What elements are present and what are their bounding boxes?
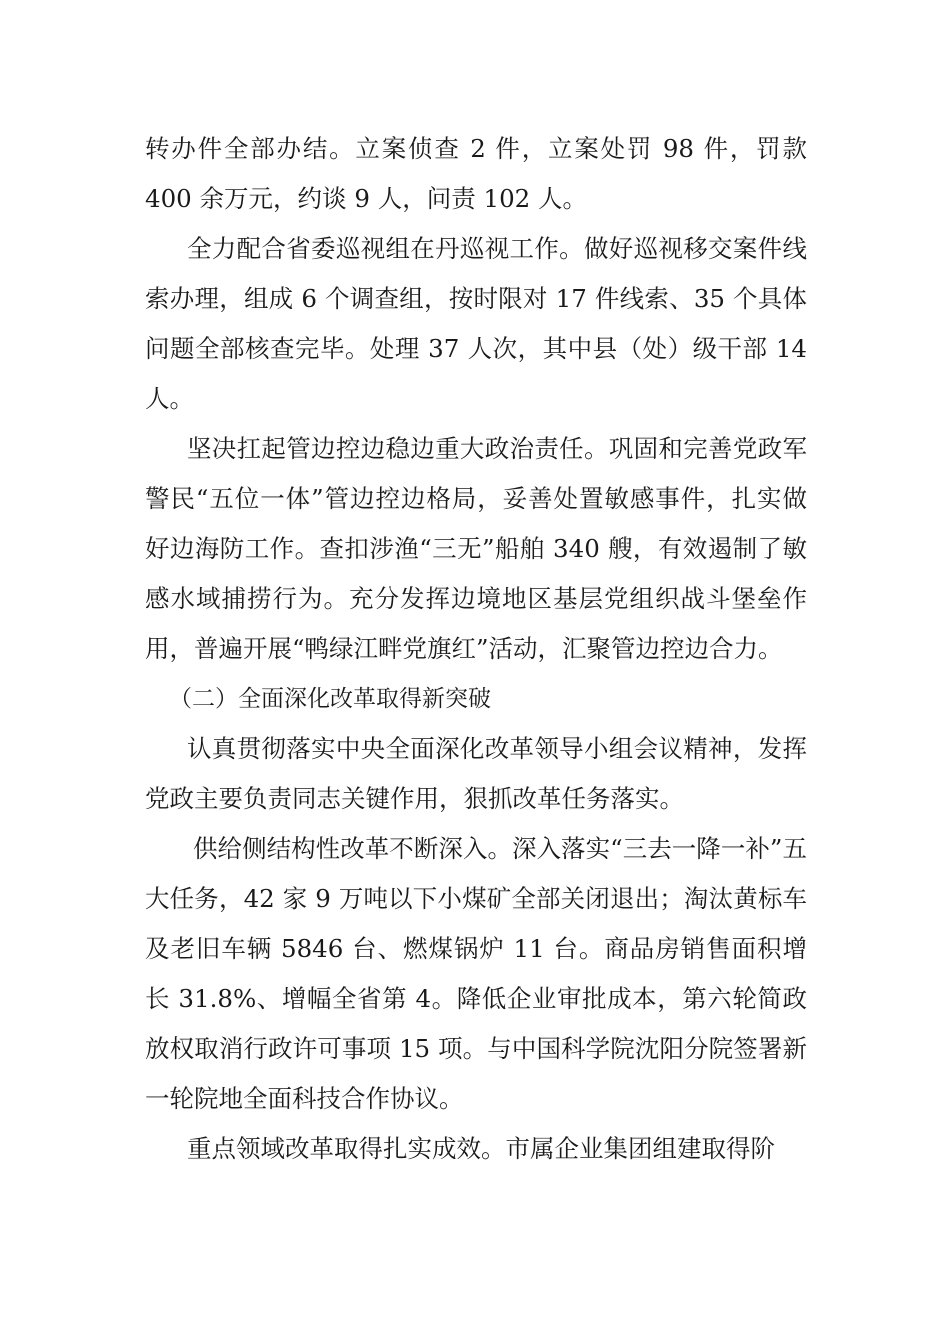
document-page bbox=[145, 124, 807, 1174]
paragraph-case-results: 转办件全部办结。立案侦查 2 件，立案处罚 98 件，罚款 400 余万元，约谈 9 人，问责 102 人。 bbox=[145, 134, 807, 213]
paragraph-border-control: 坚决扛起管边控边稳边重大政治责任。巩固和完善党政军警民“五位一体”管边控边格局，妥善处置敏感事件，扎实做好边海防工作。查扣涉渔“三无”船舶 340 艘，有效遏制了敏感水域捕捞行为。充分发挥边境地区基层党组织战斗堡垒作用，普遍开展“鸭绿江畔党旗红”活动，汇聚管边控边合力。 bbox=[145, 434, 807, 663]
paragraph-reform-implementation: 认真贯彻落实中央全面深化改革领导小组会议精神，发挥党政主要负责同志关键作用，狠抓改革任务落实。 bbox=[145, 734, 807, 813]
paragraph-supply-side-reform: 供给侧结构性改革不断深入。深入落实“三去一降一补”五大任务，42 家 9 万吨以下小煤矿全部关闭退出；淘汰黄标车及老旧车辆 5846 台、燃煤锅炉 11 台。商品房销售面积增长 31.8%、增幅全省第 4。降低企业审批成本，第六轮简政放权取消行政许可事项 15 项。与中国科学院沈阳分院签署新一轮院地全面科技合作协议。 bbox=[145, 834, 807, 1113]
paragraph-key-area-reform: 重点领域改革取得扎实成效。市属企业集团组建取得阶 bbox=[187, 1134, 775, 1163]
paragraph-inspection-cooperation: 全力配合省委巡视组在丹巡视工作。做好巡视移交案件线索办理，组成 6 个调查组，按时限对 17 件线索、35 个具体问题全部核查完毕。处理 37 人次，其中县（处）级干部 14 人。 bbox=[145, 234, 807, 413]
section-heading-reform: （二）全面深化改革取得新突破 bbox=[169, 686, 491, 712]
